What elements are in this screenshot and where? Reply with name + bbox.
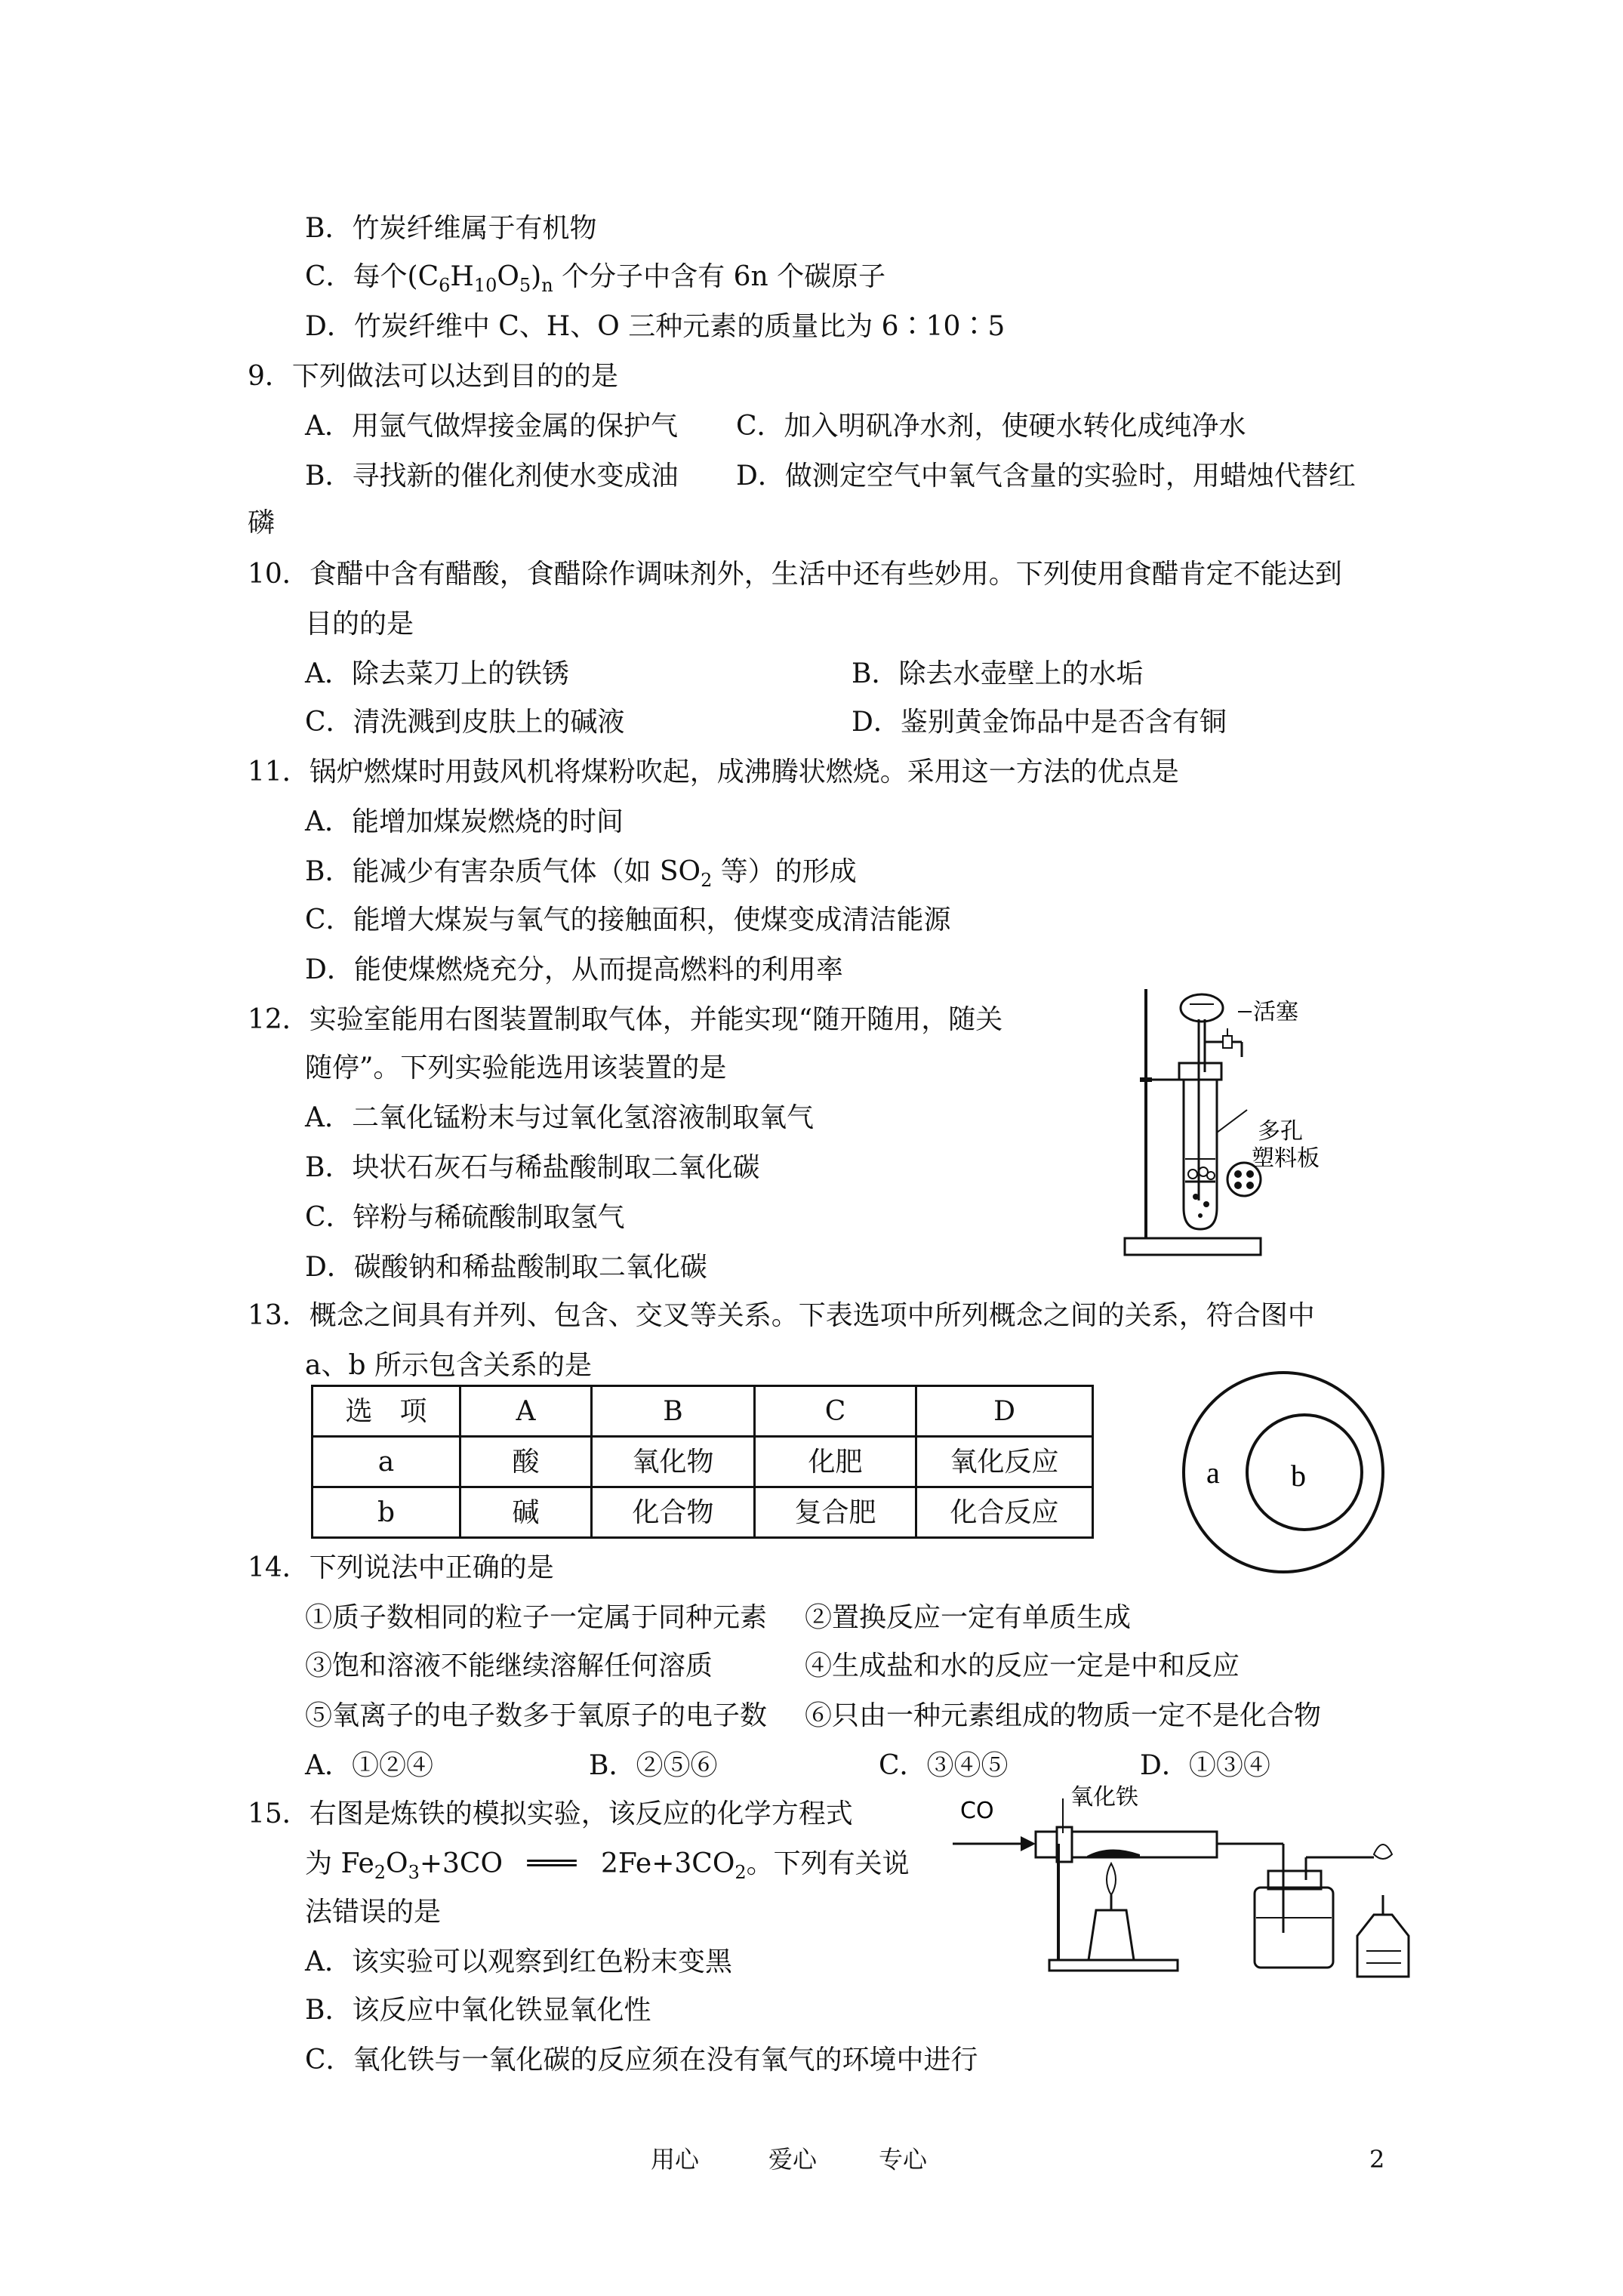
q9-option-a: A．用氩气做焊接金属的保护气 xyxy=(305,411,678,442)
q12-option-c: C．锌粉与稀硫酸制取氢气 xyxy=(305,1202,625,1233)
table-cell: A xyxy=(460,1386,592,1437)
q14-statement-5: ⑤氧离子的电子数多于氧原子的电子数 xyxy=(305,1700,768,1731)
gas-generator-apparatus-figure xyxy=(1117,982,1344,1268)
circle-b-label: b xyxy=(1291,1459,1306,1493)
table-cell: a xyxy=(313,1437,460,1487)
q12-option-d: D．碳酸钠和稀盐酸制取二氧化碳 xyxy=(305,1252,707,1283)
q14-option-a: A．①②④ xyxy=(305,1750,433,1781)
q12-option-b: B．块状石灰石与稀盐酸制取二氧化碳 xyxy=(305,1152,760,1183)
q12-option-a: A．二氧化锰粉末与过氧化氢溶液制取氧气 xyxy=(305,1102,814,1133)
q11-option-b: B．能减少有害杂质气体（如 $SO_2$ 等）的形成 xyxy=(305,856,857,891)
q10-option-a: A．除去菜刀上的铁锈 xyxy=(305,658,569,689)
q15-option-c: C．氧化铁与一氧化碳的反应须在没有氧气的环境中进行 xyxy=(305,2045,978,2076)
porous-plate-label-line2: 塑料板 xyxy=(1252,1145,1320,1172)
q9-stem: 9．下列做法可以达到目的的是 xyxy=(248,361,618,392)
stopcock-label: 活塞 xyxy=(1253,999,1298,1025)
q9-option-d-continued: 磷 xyxy=(248,507,276,538)
page-number: 2 xyxy=(1369,2145,1385,2174)
q15-option-a: A．该实验可以观察到红色粉末变黑 xyxy=(305,1946,732,1977)
footer-word-1: 用心 xyxy=(651,2145,700,2174)
porous-plate-label-line1: 多孔 xyxy=(1258,1118,1303,1145)
table-cell: 化合反应 xyxy=(916,1487,1093,1538)
table-cell: 氧化物 xyxy=(592,1437,755,1487)
q14-statement-1: ①质子数相同的粒子一定属于同种元素 xyxy=(305,1602,768,1633)
footer-word-2: 爱心 xyxy=(768,2145,818,2174)
q9-option-c: C．加入明矾净水剂，使硬水转化成纯净水 xyxy=(736,411,1246,442)
q14-option-d: D．①③④ xyxy=(1140,1750,1270,1781)
q10-option-c: C．清洗溅到皮肤上的碱液 xyxy=(305,707,625,738)
q8-option-c: C．每个$(C_6H_{10}O_5)_n$ 个分子中含有 6n 个碳原子 xyxy=(305,261,886,296)
iron-smelting-apparatus-figure xyxy=(951,1782,1419,1978)
table-cell: D xyxy=(916,1386,1093,1437)
q13-stem-line1: 13．概念之间具有并列、包含、交叉等关系。下表选项中所列概念之间的关系，符合图中 xyxy=(248,1300,1315,1331)
footer-word-3: 专心 xyxy=(879,2145,928,2174)
q8-option-d: D．竹炭纤维中 C、H、O 三种元素的质量比为 6∶10∶5 xyxy=(305,311,1006,342)
q12-stem-line2: 随停”。下列实验能选用该装置的是 xyxy=(305,1052,727,1083)
q9-option-d: D．做测定空气中氧气含量的实验时，用蜡烛代替红 xyxy=(736,461,1356,492)
q14-option-c: C．③④⑤ xyxy=(879,1750,1009,1781)
q9-option-b: B．寻找新的催化剂使水变成油 xyxy=(305,461,679,492)
q10-option-b: B．除去水壶壁上的水垢 xyxy=(852,658,1144,689)
table-row xyxy=(313,1437,1093,1487)
table-cell: 氧化反应 xyxy=(916,1437,1093,1487)
q13-stem-line2: a、b 所示包含关系的是 xyxy=(305,1350,592,1381)
co-label: CO xyxy=(960,1798,994,1824)
inclusion-circles-diagram xyxy=(1178,1367,1389,1578)
q14-statement-6: ⑥只由一种元素组成的物质一定不是化合物 xyxy=(805,1700,1322,1731)
circle-a-label: a xyxy=(1206,1456,1220,1490)
q15-stem-line1: 15．右图是炼铁的模拟实验，该反应的化学方程式 xyxy=(248,1798,853,1829)
q14-stem: 14．下列说法中正确的是 xyxy=(248,1552,554,1583)
q10-option-d: D．鉴别黄金饰品中是否含有铜 xyxy=(852,707,1227,738)
q15-stem-line3: 法错误的是 xyxy=(305,1897,442,1928)
q11-stem: 11．锅炉燃煤时用鼓风机将煤粉吹起，成沸腾状燃烧。采用这一方法的优点是 xyxy=(248,757,1179,787)
q8-option-b: B．竹炭纤维属于有机物 xyxy=(305,213,597,244)
q14-statement-3: ③饱和溶液不能继续溶解任何溶质 xyxy=(305,1650,713,1681)
table-row xyxy=(313,1386,1093,1437)
table-cell: b xyxy=(313,1487,460,1538)
q13-options-table xyxy=(311,1385,1094,1539)
table-cell: C xyxy=(755,1386,916,1437)
table-cell: 碱 xyxy=(460,1487,592,1538)
q11-option-c: C．能增大煤炭与氧气的接触面积，使煤变成清洁能源 xyxy=(305,905,951,935)
table-cell: 复合肥 xyxy=(755,1487,916,1538)
table-row xyxy=(313,1487,1093,1538)
q11-option-d: D．能使煤燃烧充分，从而提高燃料的利用率 xyxy=(305,954,843,985)
table-cell: 选 项 xyxy=(313,1386,460,1437)
q12-stem-line1: 12．实验室能用右图装置制取气体，并能实现“随开随用，随关 xyxy=(248,1004,1003,1035)
q15-option-b: B．该反应中氧化铁显氧化性 xyxy=(305,1995,651,2026)
q10-stem-line2: 目的的是 xyxy=(305,609,414,639)
q15-stem-line2: 为 $Fe_2O_3+3CO$ ═══ $2Fe+3CO_2$。下列有关说 xyxy=(305,1848,910,1883)
q14-statement-2: ②置换反应一定有单质生成 xyxy=(805,1602,1132,1633)
table-cell: 化肥 xyxy=(755,1437,916,1487)
table-cell: 酸 xyxy=(460,1437,592,1487)
iron-oxide-label: 氧化铁 xyxy=(1070,1784,1138,1811)
table-cell: B xyxy=(592,1386,755,1437)
table-cell: 化合物 xyxy=(592,1487,755,1538)
q14-statement-4: ④生成盐和水的反应一定是中和反应 xyxy=(805,1650,1240,1681)
q11-option-a: A．能增加煤炭燃烧的时间 xyxy=(305,806,624,837)
q10-stem-line1: 10．食醋中含有醋酸，食醋除作调味剂外，生活中还有些妙用。下列使用食醋肯定不能达到 xyxy=(248,559,1342,590)
equation-equals-sign: ═══ xyxy=(527,1848,577,1879)
q14-option-b: B．②⑤⑥ xyxy=(589,1750,718,1781)
